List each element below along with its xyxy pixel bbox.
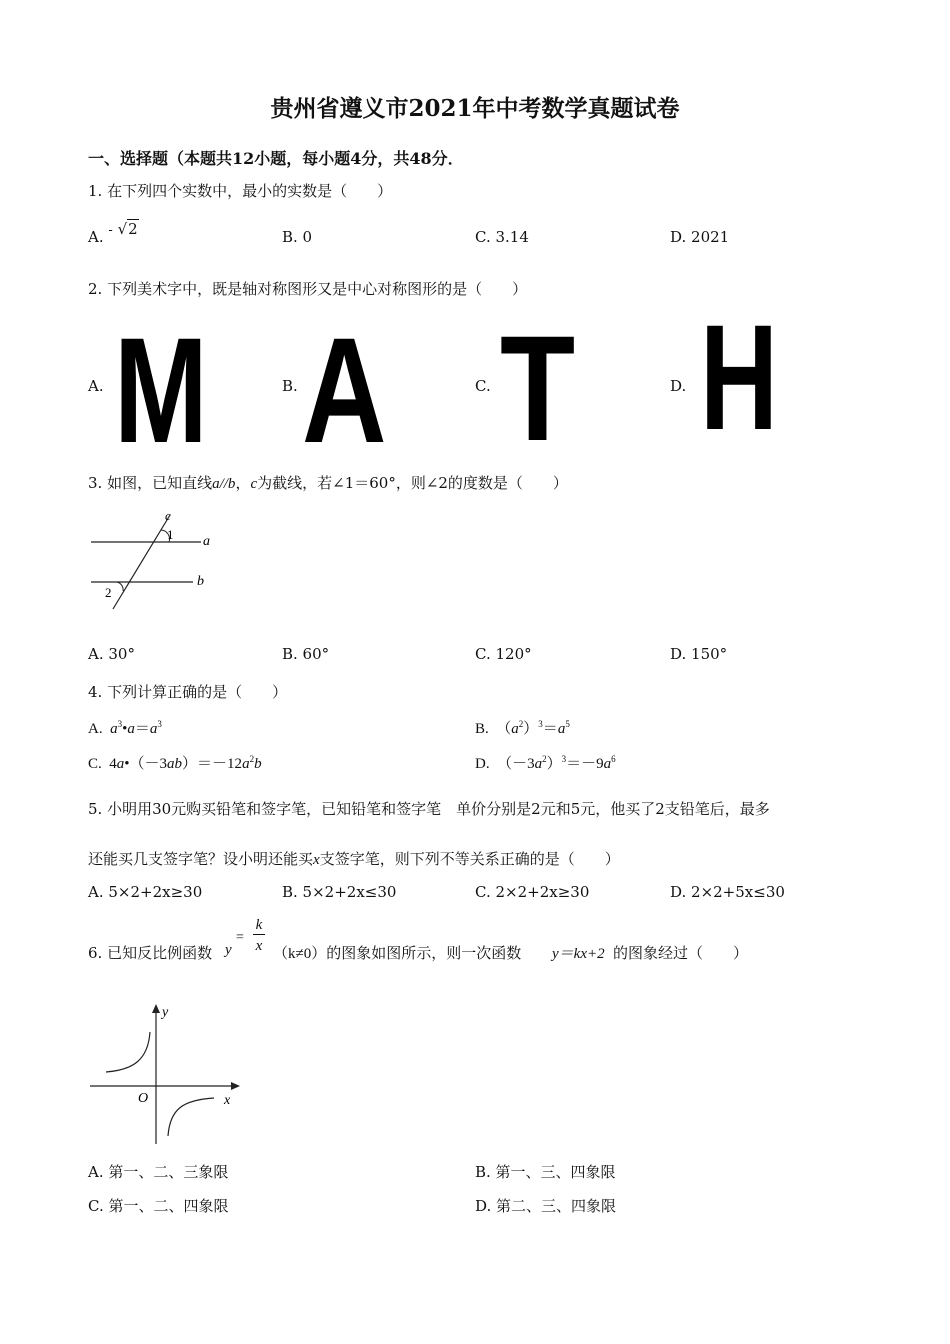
hyperbola-branch-quadrant-2 [106, 1032, 150, 1072]
hyperbola-branch-quadrant-4 [168, 1098, 214, 1136]
label-2: 2 [105, 585, 112, 600]
q4-option-b-label: B. [475, 721, 489, 737]
q4-option-b[interactable]: B. $(a^2)^3=a^5$ [475, 719, 570, 737]
q4-option-a[interactable]: A. $a^3•a=a^3$ [88, 719, 162, 737]
label-1: 1 [167, 527, 174, 542]
q3-option-b[interactable]: B. 60° [282, 645, 330, 663]
sqrt-symbol-icon: √ [117, 220, 128, 238]
q4-option-d-label: D. [475, 756, 490, 772]
q3-stem-post: 为截线，若∠1＝60°，则∠2的度数是（ ） [257, 474, 568, 492]
q4-option-c-rest: （－3 [129, 756, 168, 772]
label-x: x [224, 1093, 231, 1108]
q5-line2-post: 支签字笔，则下列不等关系正确的是（ ） [319, 850, 620, 868]
label-c: c [165, 508, 171, 523]
q2-letter-a: A [302, 306, 387, 474]
q3-stem-sep: ， [235, 474, 251, 492]
q5-line2-x: x [313, 852, 320, 868]
x-axis-arrow-icon [231, 1082, 240, 1090]
label-b: b [197, 574, 204, 589]
q2-letter-h: H [700, 293, 778, 461]
q1-option-c[interactable]: C. 3.14 [475, 228, 529, 246]
q6-option-a[interactable]: A. 第一、二、三象限 [88, 1163, 229, 1181]
q6-stem-post: 的图象经过（ ） [613, 944, 749, 962]
q3-stem [88, 472, 568, 493]
q6-fraction-numerator: k [253, 917, 265, 935]
label-origin: O [138, 1091, 149, 1106]
q4-option-d-eq: ＝－9 [566, 756, 604, 772]
q1-option-a-label: A. [88, 228, 104, 246]
q6-eq: = [236, 930, 244, 945]
q4-option-d-pre: （－3 [497, 756, 535, 772]
q1-option-a[interactable] [88, 220, 139, 246]
q2-letter-m: M [114, 306, 208, 474]
y-axis-arrow-icon [152, 1004, 160, 1013]
q4-option-a-label: A. [88, 721, 103, 737]
q1-option-b[interactable]: B. 0 [282, 228, 313, 246]
q3-option-c[interactable]: C. 120° [475, 645, 532, 663]
q6-option-b[interactable]: B. 第一、三、四象限 [475, 1163, 616, 1181]
q6-stem-pre: 6. 已知反比例函数 [88, 944, 213, 962]
q4-option-d[interactable]: D. $(-3a^2)^3=-9a^6$ [475, 754, 616, 772]
q6-y: y [225, 942, 232, 958]
q4-option-c-label: C. [88, 756, 102, 772]
q6-fraction-denominator: x [255, 938, 263, 954]
q5-option-d[interactable]: D. 2×2+5x≤30 [670, 883, 785, 901]
q5-line2 [88, 848, 620, 869]
q3-parallel-lines-figure [85, 505, 225, 615]
q4-option-c[interactable]: C. $4a•(-3ab)=-12a^2b$ [88, 754, 262, 772]
angle-2-arc [117, 582, 123, 591]
q6-option-c[interactable]: C. 第一、二、四象限 [88, 1197, 229, 1215]
q3-stem-c: c [250, 476, 258, 492]
q2-option-d-label[interactable]: D. [670, 377, 687, 395]
q6-option-d[interactable]: D. 第二、三、四象限 [475, 1197, 617, 1215]
q3-option-a[interactable]: A. 30° [88, 645, 135, 663]
q6-stem-mid: （k≠0）的图象如图所示，则一次函数 [273, 946, 522, 962]
q6-linear: y＝kx+2 [552, 946, 605, 962]
q5-option-b[interactable]: B. 5×2+2x≤30 [282, 883, 397, 901]
q3-stem-ab: a//b [212, 476, 236, 492]
q2-stem: 2. 下列美术字中，既是轴对称图形又是中心对称图形的是（ ） [88, 280, 528, 298]
q3-option-d[interactable]: D. 150° [670, 645, 728, 663]
label-y: y [162, 1005, 169, 1020]
q2-option-b-label[interactable]: B. [282, 377, 298, 395]
page-title: 贵州省遵义市2021年中考数学真题试卷 [270, 95, 680, 122]
q2-letter-t: T [500, 304, 576, 472]
q2-option-c-label[interactable]: C. [475, 377, 491, 395]
q5-line1: 5. 小明用30元购买铅笔和签字笔，已知铅笔和签字笔 单价分别是2元和5元，他买了2支铅笔后，最多 [88, 800, 770, 818]
q1-option-d[interactable]: D. 2021 [670, 228, 730, 246]
q1-option-a-minus: - [108, 223, 113, 238]
q5-line2-pre: 还能买几支签字笔？设小明还能买 [88, 850, 314, 868]
line-c [113, 515, 170, 609]
q6-hyperbola-figure [88, 998, 248, 1148]
q1-option-a-sqrt [118, 220, 139, 238]
q2-option-a-label[interactable]: A. [88, 377, 104, 395]
q3-stem-pre: 3. 如图，已知直线 [88, 474, 213, 492]
q4-stem: 4. 下列计算正确的是（ ） [88, 683, 288, 701]
q5-option-c[interactable]: C. 2×2+2x≥30 [475, 883, 590, 901]
label-a: a [203, 534, 210, 549]
q4-option-c-eq: ）＝－12 [182, 756, 243, 772]
section-heading: 一、选择题（本题共12小题，每小题4分，共48分． [88, 149, 464, 168]
q1-option-a-radicand: 2 [128, 220, 138, 238]
q1-stem: 1. 在下列四个实数中，最小的实数是（ ） [88, 182, 393, 200]
q5-option-a[interactable]: A. 5×2+2x≥30 [88, 883, 203, 901]
